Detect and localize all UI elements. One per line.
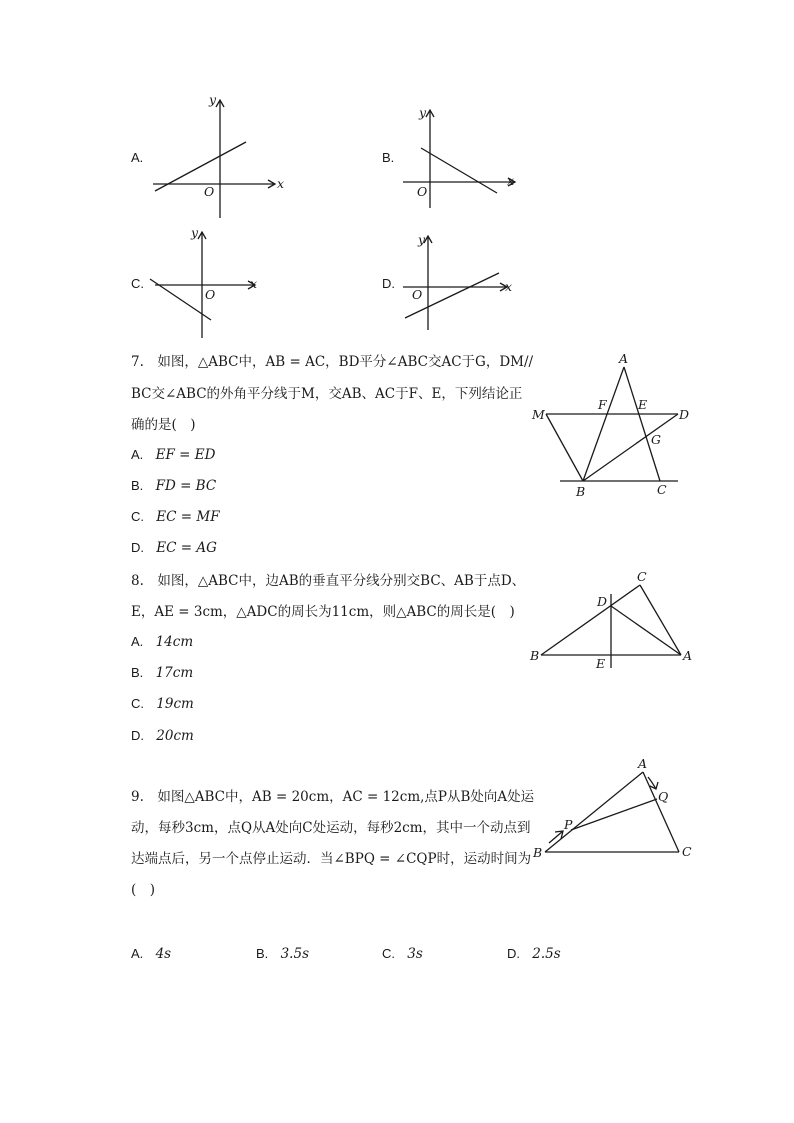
option-letter: C. [131, 509, 144, 524]
label-a: A [638, 756, 648, 771]
y-axis-label: y [191, 225, 199, 240]
label-p: P [564, 817, 573, 832]
origin-label: O [412, 287, 423, 302]
label-q: Q [658, 789, 669, 804]
label-a: A [619, 351, 629, 366]
option-text: 3s [407, 946, 423, 962]
x-axis-label: x [505, 279, 513, 294]
q6-option-d-label[interactable]: D. [382, 276, 395, 291]
label-e: E [596, 656, 606, 671]
label-c: C [657, 482, 667, 497]
label-d: D [597, 594, 608, 609]
option-text: 3.5s [280, 946, 309, 962]
q6-option-c-label[interactable]: C. [131, 276, 144, 291]
q7-stem-line-3: 确的是( ) [131, 417, 196, 433]
q9-stem-line-3: 达端点后，另一个点停止运动．当∠BPQ = ∠CQP时，运动时间为 [131, 851, 532, 867]
x-axis-label: x [277, 176, 285, 191]
q9-stem-line-4: ( ) [131, 882, 156, 898]
option-text: 2.5s [532, 946, 561, 962]
q7-stem-line-1: 7. 如图，△ABC中，AB = AC，BD平分∠ABC交AC于G，DM// [131, 354, 534, 370]
q7-stem-line-2: BC交∠ABC的外角平分线于M，交AB、AC于F、E，下列结论正 [131, 386, 523, 402]
segment-ba [545, 772, 643, 852]
origin-label: O [417, 184, 428, 199]
label-b: B [576, 484, 586, 499]
segment-ac [643, 772, 679, 852]
label-f: F [598, 397, 607, 412]
q8-stem-line-1: 8. 如图，△ABC中，边AB的垂直平分线分别交BC、AB于点D、 [131, 573, 526, 589]
option-letter: A. [131, 447, 144, 462]
option-letter: D. [131, 540, 144, 555]
x-axis-label: x [507, 173, 515, 188]
option-letter: B. [256, 946, 269, 961]
option-letter: C. [382, 946, 395, 961]
q6-option-b-label[interactable]: B. [382, 150, 395, 165]
label-c: C [637, 569, 647, 584]
origin-label: O [204, 184, 215, 199]
q8-stem-line-2: E，AE = 3cm，△ADC的周长为11cm，则△ABC的周长是( ) [131, 604, 515, 620]
label-b: B [530, 648, 540, 663]
option-letter: B. [131, 665, 144, 680]
option-letter: A. [131, 946, 144, 961]
y-axis-label: y [419, 105, 427, 120]
label-c: C [682, 844, 692, 859]
label-g: G [651, 432, 661, 447]
q6-option-a-label[interactable]: A. [131, 150, 144, 165]
option-letter: C. [131, 696, 144, 711]
q9-stem-line-1: 9. 如图△ABC中，AB = 20cm，AC = 12cm,点P从B处向A处运 [131, 789, 535, 805]
option-text: 14cm [155, 634, 194, 650]
option-text: EC = AG [156, 540, 217, 556]
option-text: 4s [155, 946, 172, 962]
label-e: E [638, 397, 648, 412]
option-letter: D. [131, 728, 144, 743]
segment-pq [571, 799, 657, 830]
q9-stem-line-2: 动，每秒3cm，点Q从A处向C处运动，每秒2cm，其中一个动点到 [131, 820, 531, 836]
option-letter: D. [507, 946, 520, 961]
label-a: A [683, 648, 693, 663]
label-b: B [533, 845, 543, 860]
origin-label: O [205, 287, 216, 302]
option-text: EC = MF [156, 509, 220, 525]
option-text: EF = ED [155, 447, 216, 463]
option-letter: A. [131, 634, 144, 649]
option-text: 19cm [156, 696, 194, 712]
option-text: 17cm [155, 665, 194, 681]
x-axis-label: x [250, 276, 258, 291]
label-m: M [532, 407, 545, 422]
y-axis-label: y [209, 92, 217, 107]
option-letter: B. [131, 478, 144, 493]
y-axis-label: y [418, 232, 426, 247]
option-text: FD = BC [155, 478, 217, 494]
label-d: D [679, 407, 690, 422]
option-text: 20cm [156, 728, 194, 744]
